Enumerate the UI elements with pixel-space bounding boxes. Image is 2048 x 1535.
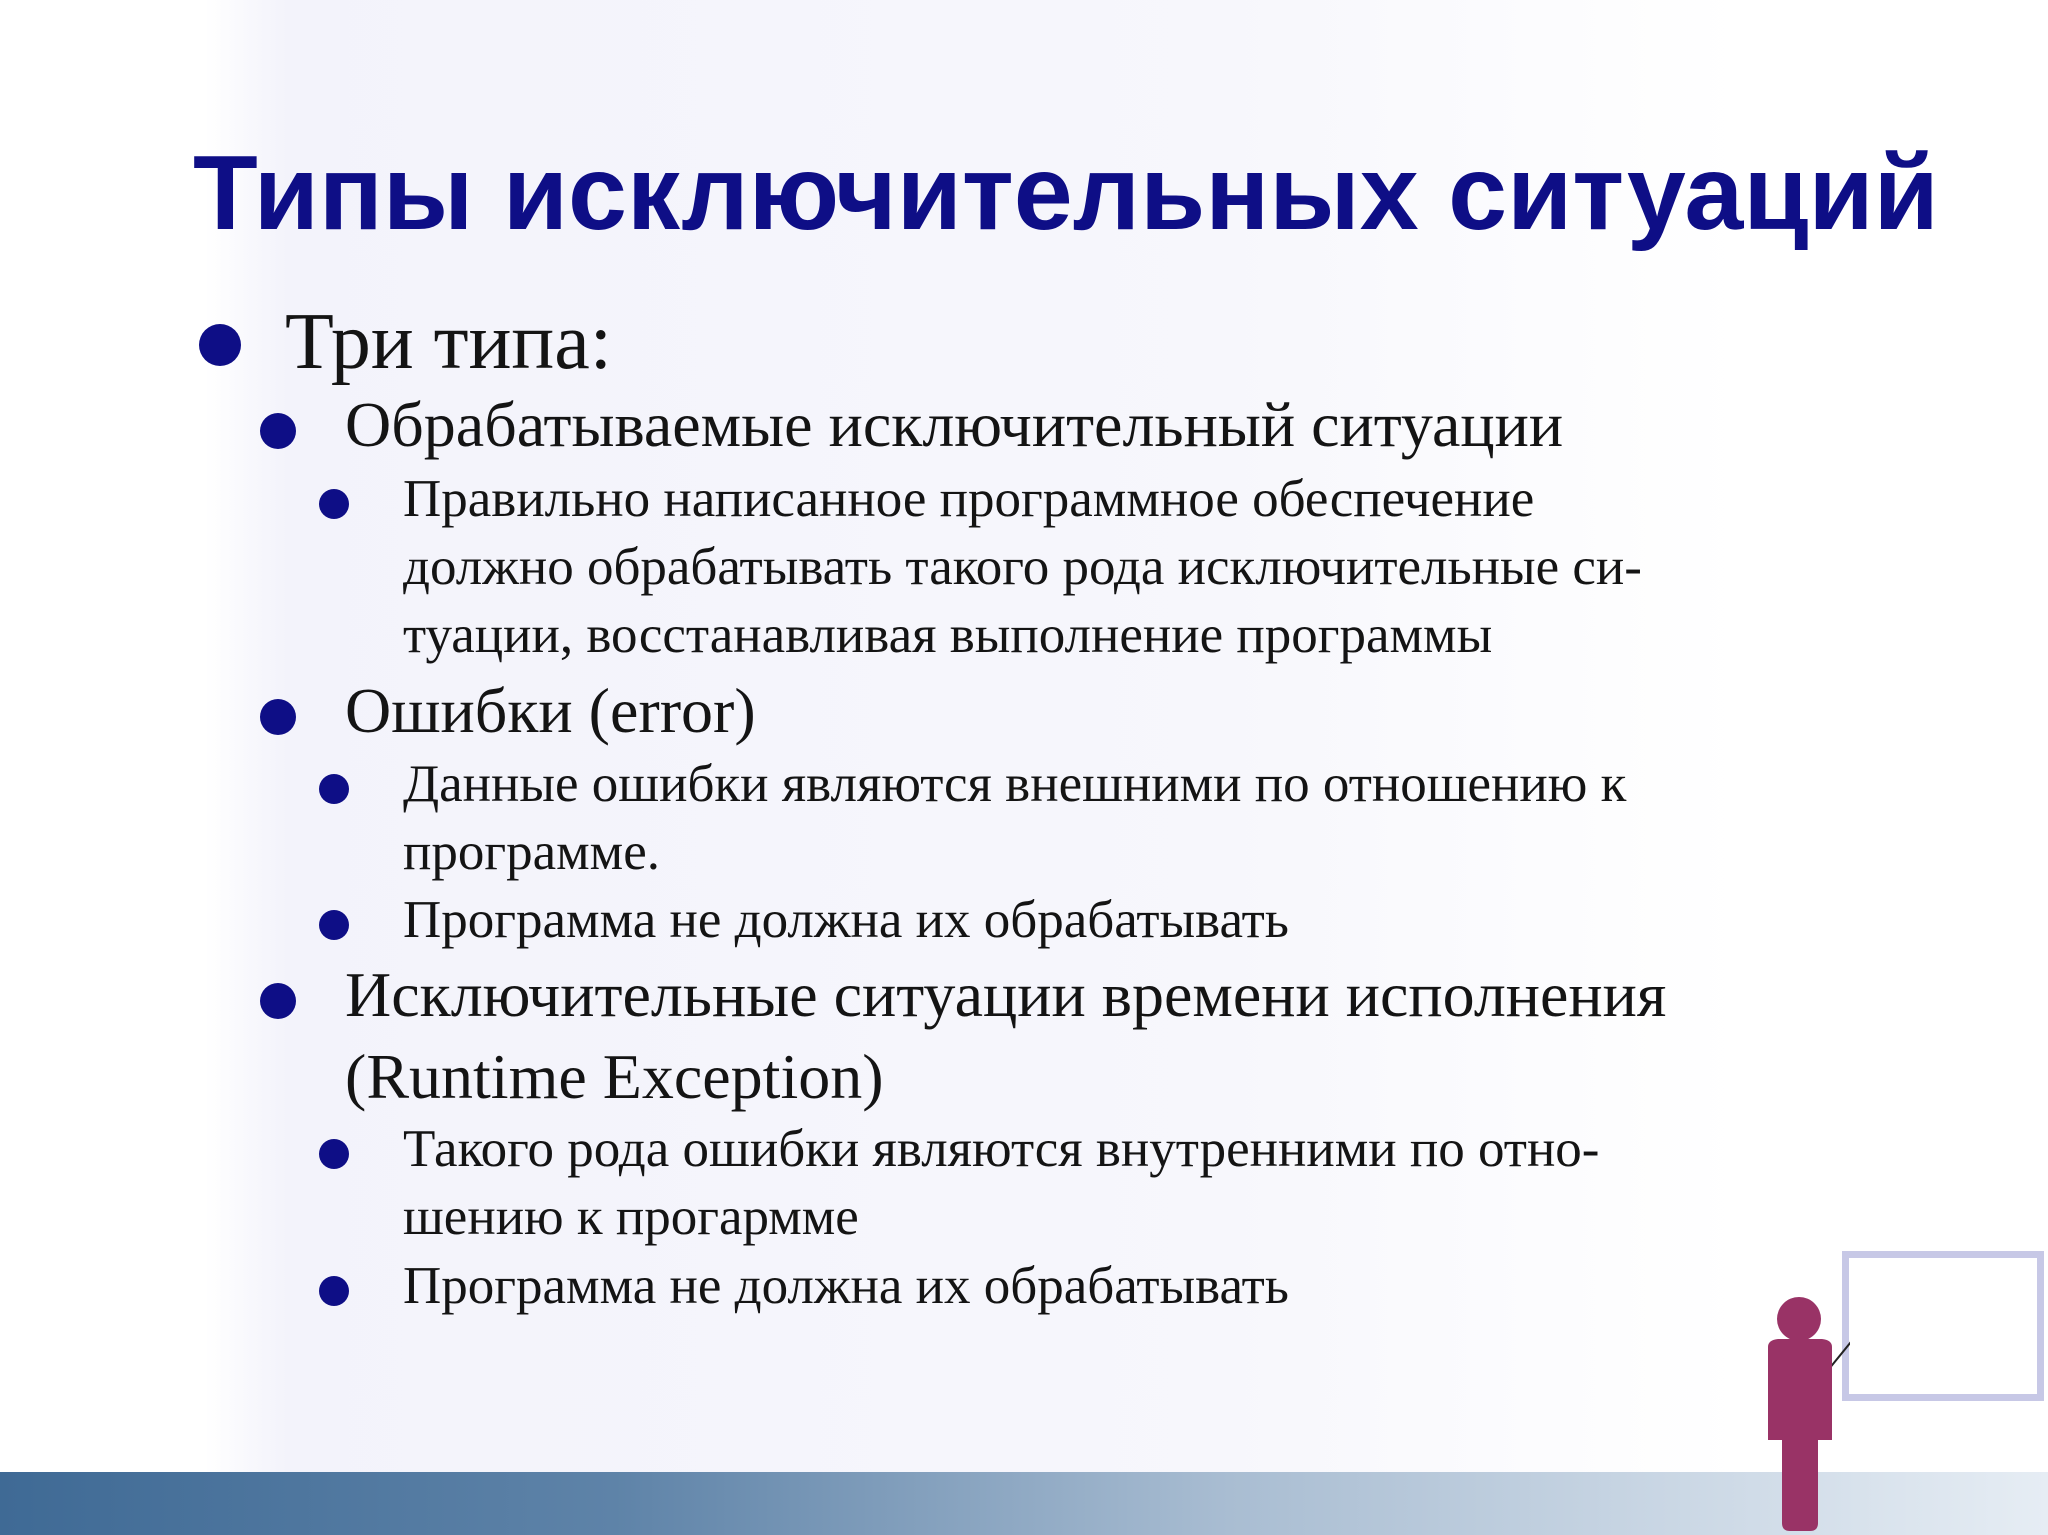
bullet-text: Обрабатываемые исключительный ситуации xyxy=(345,389,1564,460)
bullet-text: Программа не должна их обрабатывать xyxy=(403,891,1289,949)
bullet-dot-icon xyxy=(260,983,296,1019)
bullet-dot-icon xyxy=(319,1139,349,1169)
bullet-text: Правильно написанное программное обеспечение xyxy=(403,470,1535,528)
bullet-dot-icon xyxy=(199,324,241,366)
bullet-dot-icon xyxy=(319,1276,349,1306)
bullet-dot-icon xyxy=(260,699,296,735)
bullet-dot-icon xyxy=(319,489,349,519)
bullet-text: должно обрабатывать такого рода исключительные си- xyxy=(403,538,1642,596)
presenter-figure-icon xyxy=(1750,1295,1850,1535)
bullet-text: Данные ошибки являются внешними по отношению к xyxy=(403,755,1627,813)
bullet-text: туации, восстанавливая выполнение программы xyxy=(403,606,1493,664)
bullet-dot-icon xyxy=(260,413,296,449)
bullet-dot-icon xyxy=(319,774,349,804)
bullet-text: Исключительные ситуации времени исполнения xyxy=(345,959,1667,1030)
whiteboard-icon xyxy=(1842,1251,2044,1401)
bullet-text: Такого рода ошибки являются внутренними по отно- xyxy=(403,1120,1600,1178)
bullet-dot-icon xyxy=(319,910,349,940)
bullet-text: Программа не должна их обрабатывать xyxy=(403,1257,1289,1315)
bullet-text: шению к прогармме xyxy=(403,1188,859,1246)
bullet-text: (Runtime Exception) xyxy=(345,1041,884,1112)
bullet-text: программе. xyxy=(403,823,660,881)
slide-title: Типы исключительных ситуаций xyxy=(193,134,1939,252)
bullet-text: Ошибки (error) xyxy=(345,675,756,746)
bullet-text: Три типа: xyxy=(285,298,612,386)
footer-band xyxy=(0,1472,2048,1535)
